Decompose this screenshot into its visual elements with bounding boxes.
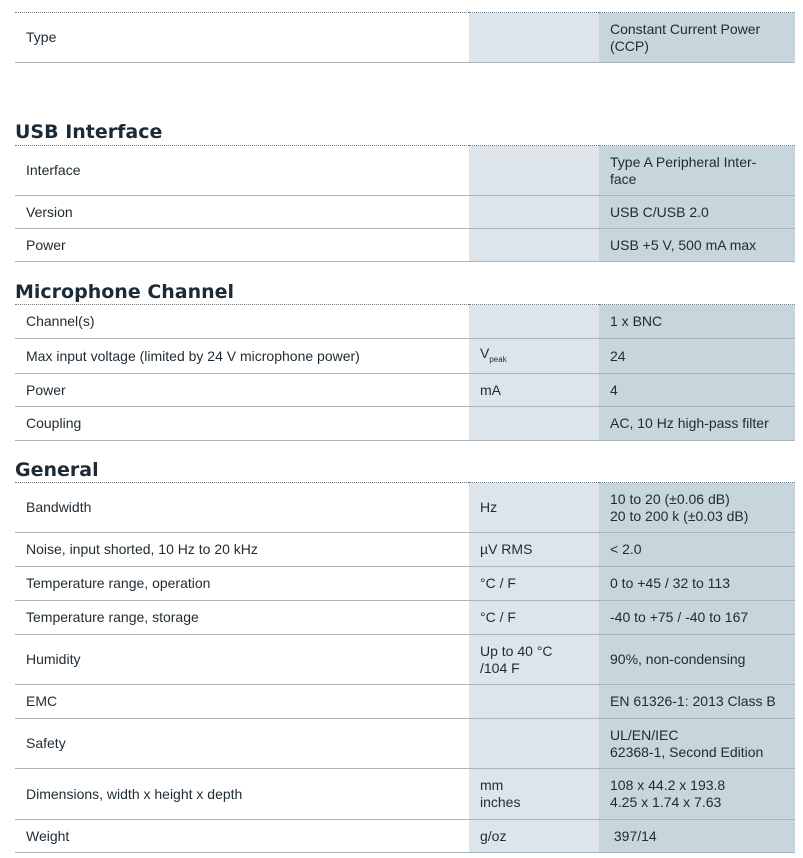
row-value: 4 <box>599 374 795 407</box>
row-label: Humidity <box>15 635 469 685</box>
row-unit <box>469 229 599 262</box>
section-title: USB Interface <box>15 121 163 143</box>
row-unit <box>469 685 599 719</box>
row-label: Type <box>15 13 469 63</box>
value-line: 10 to 20 (±0.06 dB) <box>610 490 730 507</box>
table-row <box>15 483 795 533</box>
value-line: Constant Current Power <box>610 20 761 37</box>
row-label: Power <box>15 374 469 407</box>
table-row <box>15 374 795 407</box>
unit-line: inches <box>480 794 521 810</box>
row-label: Coupling <box>15 407 469 441</box>
row-label: Version <box>15 196 469 229</box>
table-row <box>15 339 795 374</box>
row-value: USB C/USB 2.0 <box>599 196 795 229</box>
row-label: Channel(s) <box>15 305 469 339</box>
row-value: AC, 10 Hz high-pass filter <box>599 407 795 441</box>
table-row <box>15 407 795 441</box>
row-value: EN 61326-1: 2013 Class B <box>599 685 795 719</box>
table-row <box>15 196 795 229</box>
row-unit: mA <box>469 374 599 407</box>
table-row <box>15 820 795 853</box>
row-label: Noise, input shorted, 10 Hz to 20 kHz <box>15 533 469 567</box>
unit-subscript: peak <box>489 354 507 364</box>
section-title: Microphone Channel <box>15 281 235 303</box>
row-value <box>599 146 795 196</box>
unit-line: mm <box>480 777 504 793</box>
row-value: USB +5 V, 500 mA max <box>599 229 795 262</box>
row-unit <box>469 339 599 374</box>
row-label: Temperature range, storage <box>15 601 469 635</box>
value-line: face <box>610 170 637 187</box>
section-title: General <box>15 459 99 481</box>
spec-table-microphone <box>15 304 795 441</box>
table-row <box>15 719 795 769</box>
unit-line: /104 F <box>480 659 520 676</box>
row-unit: Hz <box>469 483 599 533</box>
table-row <box>15 146 795 196</box>
value-line: UL/EN/IEC <box>610 726 679 743</box>
row-label: Bandwidth <box>15 483 469 533</box>
table-row <box>15 601 795 635</box>
row-label: EMC <box>15 685 469 719</box>
spec-table-top <box>15 12 795 63</box>
row-unit: g/oz <box>469 820 599 853</box>
row-value: 397/14 <box>599 820 795 853</box>
row-label: Safety <box>15 719 469 769</box>
row-value: 90%, non-condensing <box>599 635 795 685</box>
row-label: Max input voltage (limited by 24 V microphone power) <box>15 339 469 374</box>
row-label: Dimensions, width x height x depth <box>15 769 469 820</box>
row-value <box>599 719 795 769</box>
row-unit <box>469 196 599 229</box>
row-label: Interface <box>15 146 469 196</box>
row-value: < 2.0 <box>599 533 795 567</box>
row-value: 0 to +45 / 32 to 113 <box>599 567 795 601</box>
row-unit <box>469 719 599 769</box>
row-unit <box>469 146 599 196</box>
table-row <box>15 13 795 63</box>
row-label: Power <box>15 229 469 262</box>
row-value <box>599 769 795 820</box>
row-value <box>599 483 795 533</box>
table-row <box>15 229 795 262</box>
table-row <box>15 685 795 719</box>
value-line: 62368-1, Second Edition <box>610 743 764 760</box>
value-line: 108 x 44.2 x 193.8 <box>610 777 726 793</box>
spec-table-usb <box>15 145 795 262</box>
value-line: Type A Peripheral Inter- <box>610 153 757 170</box>
value-line: (CCP) <box>610 37 649 54</box>
row-unit <box>469 635 599 685</box>
table-row <box>15 567 795 601</box>
row-value: 1 x BNC <box>599 305 795 339</box>
row-unit <box>469 769 599 820</box>
row-unit <box>469 407 599 441</box>
row-label: Weight <box>15 820 469 853</box>
row-value: 24 <box>599 339 795 374</box>
value-line: 4.25 x 1.74 x 7.63 <box>610 794 722 810</box>
row-unit: °C / F <box>469 601 599 635</box>
unit-line: Up to 40 °C <box>480 642 553 659</box>
row-unit <box>469 305 599 339</box>
spec-table-general <box>15 482 795 853</box>
table-row <box>15 305 795 339</box>
row-unit: µV RMS <box>469 533 599 567</box>
row-value: -40 to +75 / -40 to 167 <box>599 601 795 635</box>
table-row <box>15 635 795 685</box>
table-row <box>15 533 795 567</box>
row-label: Temperature range, operation <box>15 567 469 601</box>
row-value <box>599 13 795 63</box>
unit-symbol: V <box>480 344 490 361</box>
table-row <box>15 769 795 820</box>
row-unit <box>469 13 599 63</box>
value-line: 20 to 200 k (±0.03 dB) <box>610 507 749 524</box>
row-unit: °C / F <box>469 567 599 601</box>
